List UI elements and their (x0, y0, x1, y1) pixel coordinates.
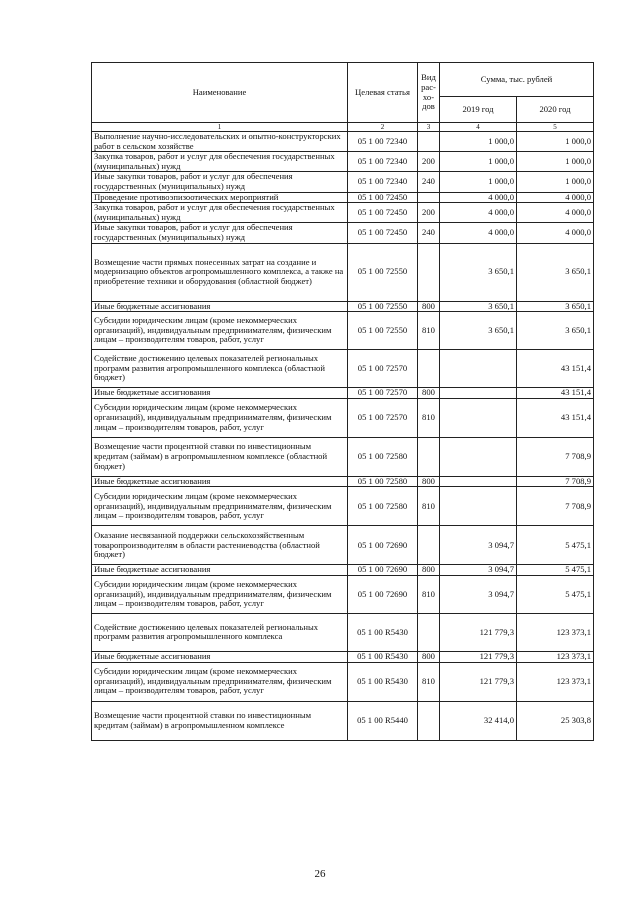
row-expense-type: 810 (418, 575, 440, 613)
table-row (92, 565, 594, 576)
row-sum-2020: 7 708,9 (517, 487, 594, 526)
row-sum-2020: 5 475,1 (517, 565, 594, 576)
row-sum-2019: 1 000,0 (440, 132, 517, 152)
row-name: Иные бюджетные ассигнования (92, 565, 348, 576)
row-target-code: 05 1 00 72550 (348, 312, 418, 350)
table-row (92, 398, 594, 437)
column-number: 4 (440, 123, 517, 132)
row-sum-2019 (440, 476, 517, 487)
row-sum-2019: 1 000,0 (440, 172, 517, 192)
row-sum-2019: 3 650,1 (440, 243, 517, 301)
header-name: Наименование (92, 63, 348, 123)
header-vid-line: дов (422, 101, 435, 112)
row-sum-2020: 123 373,1 (517, 651, 594, 662)
row-sum-2019: 121 779,3 (440, 662, 517, 701)
table-row (92, 350, 594, 388)
column-number: 1 (92, 123, 348, 132)
row-target-code: 05 1 00 R5440 (348, 701, 418, 740)
header-vid (418, 63, 440, 123)
row-sum-2020: 3 650,1 (517, 312, 594, 350)
header-sum: Сумма, тыс. рублей (440, 63, 594, 97)
table-row (92, 172, 594, 192)
row-expense-type: 800 (418, 388, 440, 399)
row-sum-2020: 5 475,1 (517, 526, 594, 565)
header-2019: 2019 год (440, 97, 517, 123)
table-row (92, 662, 594, 701)
column-number: 2 (348, 123, 418, 132)
row-expense-type: 200 (418, 203, 440, 223)
row-target-code: 05 1 00 72570 (348, 398, 418, 437)
row-sum-2020: 1 000,0 (517, 172, 594, 192)
row-target-code: 05 1 00 72450 (348, 223, 418, 243)
row-sum-2019 (440, 437, 517, 476)
row-target-code: 05 1 00 72550 (348, 243, 418, 301)
row-name: Субсидии юридическим лицам (кроме некоммерческих организаций), индивидуальным предпринимателям, физическим лицам – производителям товаров, работ, услуг (92, 662, 348, 701)
table-row (92, 437, 594, 476)
page-number: 26 (314, 868, 326, 880)
row-name: Субсидии юридическим лицам (кроме некоммерческих организаций), индивидуальным предпринимателям, физическим лицам – производителям товаров, работ, услуг (92, 312, 348, 350)
row-sum-2019: 4 000,0 (440, 192, 517, 203)
row-sum-2020: 4 000,0 (517, 192, 594, 203)
row-expense-type (418, 192, 440, 203)
row-sum-2020: 43 151,4 (517, 350, 594, 388)
row-target-code: 05 1 00 72690 (348, 526, 418, 565)
header-vid-line: Вид (421, 72, 436, 83)
row-expense-type: 800 (418, 651, 440, 662)
row-target-code: 05 1 00 72450 (348, 203, 418, 223)
row-sum-2020: 3 650,1 (517, 243, 594, 301)
row-name: Иные закупки товаров, работ и услуг для обеспечения государственных (муниципальных) нужд (92, 223, 348, 243)
row-name: Закупка товаров, работ и услуг для обеспечения государственных (муниципальных) нужд (92, 203, 348, 223)
row-name: Иные бюджетные ассигнования (92, 651, 348, 662)
row-name: Проведение противоэпизоотических мероприятий (92, 192, 348, 203)
row-expense-type: 200 (418, 152, 440, 172)
row-expense-type: 810 (418, 662, 440, 701)
table-body (92, 132, 594, 741)
row-name: Оказание несвязанной поддержки сельскохозяйственным товаропроизводителям в области растениеводства (областной бюджет) (92, 526, 348, 565)
row-sum-2019: 1 000,0 (440, 152, 517, 172)
table-row (92, 192, 594, 203)
row-sum-2019: 3 094,7 (440, 565, 517, 576)
table-row (92, 613, 594, 651)
row-sum-2019: 4 000,0 (440, 223, 517, 243)
table-row (92, 312, 594, 350)
row-target-code: 05 1 00 72340 (348, 152, 418, 172)
row-sum-2019: 121 779,3 (440, 651, 517, 662)
row-sum-2019: 32 414,0 (440, 701, 517, 740)
budget-table (91, 62, 594, 741)
table-row (92, 701, 594, 740)
row-target-code: 05 1 00 R5430 (348, 651, 418, 662)
row-name: Возмещение части процентной ставки по инвестиционным кредитам (займам) в агропромышленном комплексе (92, 701, 348, 740)
row-target-code: 05 1 00 72580 (348, 487, 418, 526)
row-target-code: 05 1 00 72570 (348, 388, 418, 399)
row-sum-2020: 123 373,1 (517, 613, 594, 651)
row-expense-type: 810 (418, 487, 440, 526)
row-sum-2020: 43 151,4 (517, 388, 594, 399)
table-row (92, 476, 594, 487)
row-sum-2020: 25 303,8 (517, 701, 594, 740)
row-name: Выполнение научно-исследовательских и опытно-конструкторских работ в сельском хозяйстве (92, 132, 348, 152)
row-sum-2019: 121 779,3 (440, 613, 517, 651)
row-expense-type: 240 (418, 172, 440, 192)
header-target: Целевая статья (348, 63, 418, 123)
table-row (92, 223, 594, 243)
row-sum-2019: 4 000,0 (440, 203, 517, 223)
row-sum-2020: 1 000,0 (517, 132, 594, 152)
row-sum-2019: 3 094,7 (440, 526, 517, 565)
row-target-code: 05 1 00 72580 (348, 476, 418, 487)
row-name: Субсидии юридическим лицам (кроме некоммерческих организаций), индивидуальным предпринимателям, физическим лицам – производителям товаров, работ, услуг (92, 575, 348, 613)
row-name: Закупка товаров, работ и услуг для обеспечения государственных (муниципальных) нужд (92, 152, 348, 172)
row-expense-type (418, 701, 440, 740)
row-sum-2019: 3 650,1 (440, 312, 517, 350)
row-target-code: 05 1 00 72690 (348, 575, 418, 613)
row-target-code: 05 1 00 R5430 (348, 613, 418, 651)
row-expense-type (418, 350, 440, 388)
row-target-code: 05 1 00 72340 (348, 172, 418, 192)
row-name: Иные бюджетные ассигнования (92, 388, 348, 399)
row-name: Иные бюджетные ассигнования (92, 301, 348, 312)
row-expense-type (418, 243, 440, 301)
header-vid-line: рас- (421, 81, 436, 92)
row-expense-type: 240 (418, 223, 440, 243)
row-sum-2019 (440, 388, 517, 399)
row-expense-type (418, 526, 440, 565)
row-name: Возмещение части прямых понесенных затрат на создание и модернизацию объектов агропромышленного комплекса, а также на приобретение техники и оборудования (областной бюджет) (92, 243, 348, 301)
table-row (92, 203, 594, 223)
table-row (92, 301, 594, 312)
row-sum-2020: 4 000,0 (517, 223, 594, 243)
row-name: Содействие достижению целевых показателей региональных программ развития агропромышленного комплекса (92, 613, 348, 651)
row-target-code: 05 1 00 72690 (348, 565, 418, 576)
row-sum-2019 (440, 398, 517, 437)
row-sum-2019 (440, 487, 517, 526)
row-expense-type: 800 (418, 476, 440, 487)
row-target-code: 05 1 00 72550 (348, 301, 418, 312)
row-target-code: 05 1 00 72450 (348, 192, 418, 203)
row-sum-2020: 3 650,1 (517, 301, 594, 312)
row-name: Иные бюджетные ассигнования (92, 476, 348, 487)
row-sum-2020: 43 151,4 (517, 398, 594, 437)
row-expense-type: 800 (418, 301, 440, 312)
column-number: 5 (517, 123, 594, 132)
table-row (92, 575, 594, 613)
header-2020: 2020 год (517, 97, 594, 123)
row-expense-type: 810 (418, 312, 440, 350)
row-sum-2020: 123 373,1 (517, 662, 594, 701)
row-sum-2019: 3 094,7 (440, 575, 517, 613)
row-name: Субсидии юридическим лицам (кроме некоммерческих организаций), индивидуальным предпринимателям, физическим лицам – производителям товаров, работ, услуг (92, 398, 348, 437)
row-name: Субсидии юридическим лицам (кроме некоммерческих организаций), индивидуальным предпринимателям, физическим лицам – производителям товаров, работ, услуг (92, 487, 348, 526)
table-row (92, 487, 594, 526)
row-target-code: 05 1 00 R5430 (348, 662, 418, 701)
row-target-code: 05 1 00 72570 (348, 350, 418, 388)
row-target-code: 05 1 00 72580 (348, 437, 418, 476)
row-expense-type: 810 (418, 398, 440, 437)
table-row (92, 132, 594, 152)
row-sum-2020: 7 708,9 (517, 437, 594, 476)
table-row (92, 526, 594, 565)
row-sum-2020: 5 475,1 (517, 575, 594, 613)
row-name: Содействие достижению целевых показателей региональных программ развития агропромышленного комплекса (областной бюджет) (92, 350, 348, 388)
row-expense-type: 800 (418, 565, 440, 576)
table-row (92, 152, 594, 172)
row-expense-type (418, 437, 440, 476)
row-sum-2019: 3 650,1 (440, 301, 517, 312)
table-row (92, 388, 594, 399)
row-name: Иные закупки товаров, работ и услуг для обеспечения государственных (муниципальных) нужд (92, 172, 348, 192)
row-target-code: 05 1 00 72340 (348, 132, 418, 152)
table-row (92, 651, 594, 662)
row-expense-type (418, 613, 440, 651)
row-sum-2019 (440, 350, 517, 388)
row-sum-2020: 4 000,0 (517, 203, 594, 223)
header-vid-line: хо- (422, 91, 435, 102)
row-sum-2020: 1 000,0 (517, 152, 594, 172)
row-sum-2020: 7 708,9 (517, 476, 594, 487)
column-number: 3 (418, 123, 440, 132)
row-expense-type (418, 132, 440, 152)
table-row (92, 243, 594, 301)
row-name: Возмещение части процентной ставки по инвестиционным кредитам (займам) в агропромышленном комплексе (областной бюджет) (92, 437, 348, 476)
